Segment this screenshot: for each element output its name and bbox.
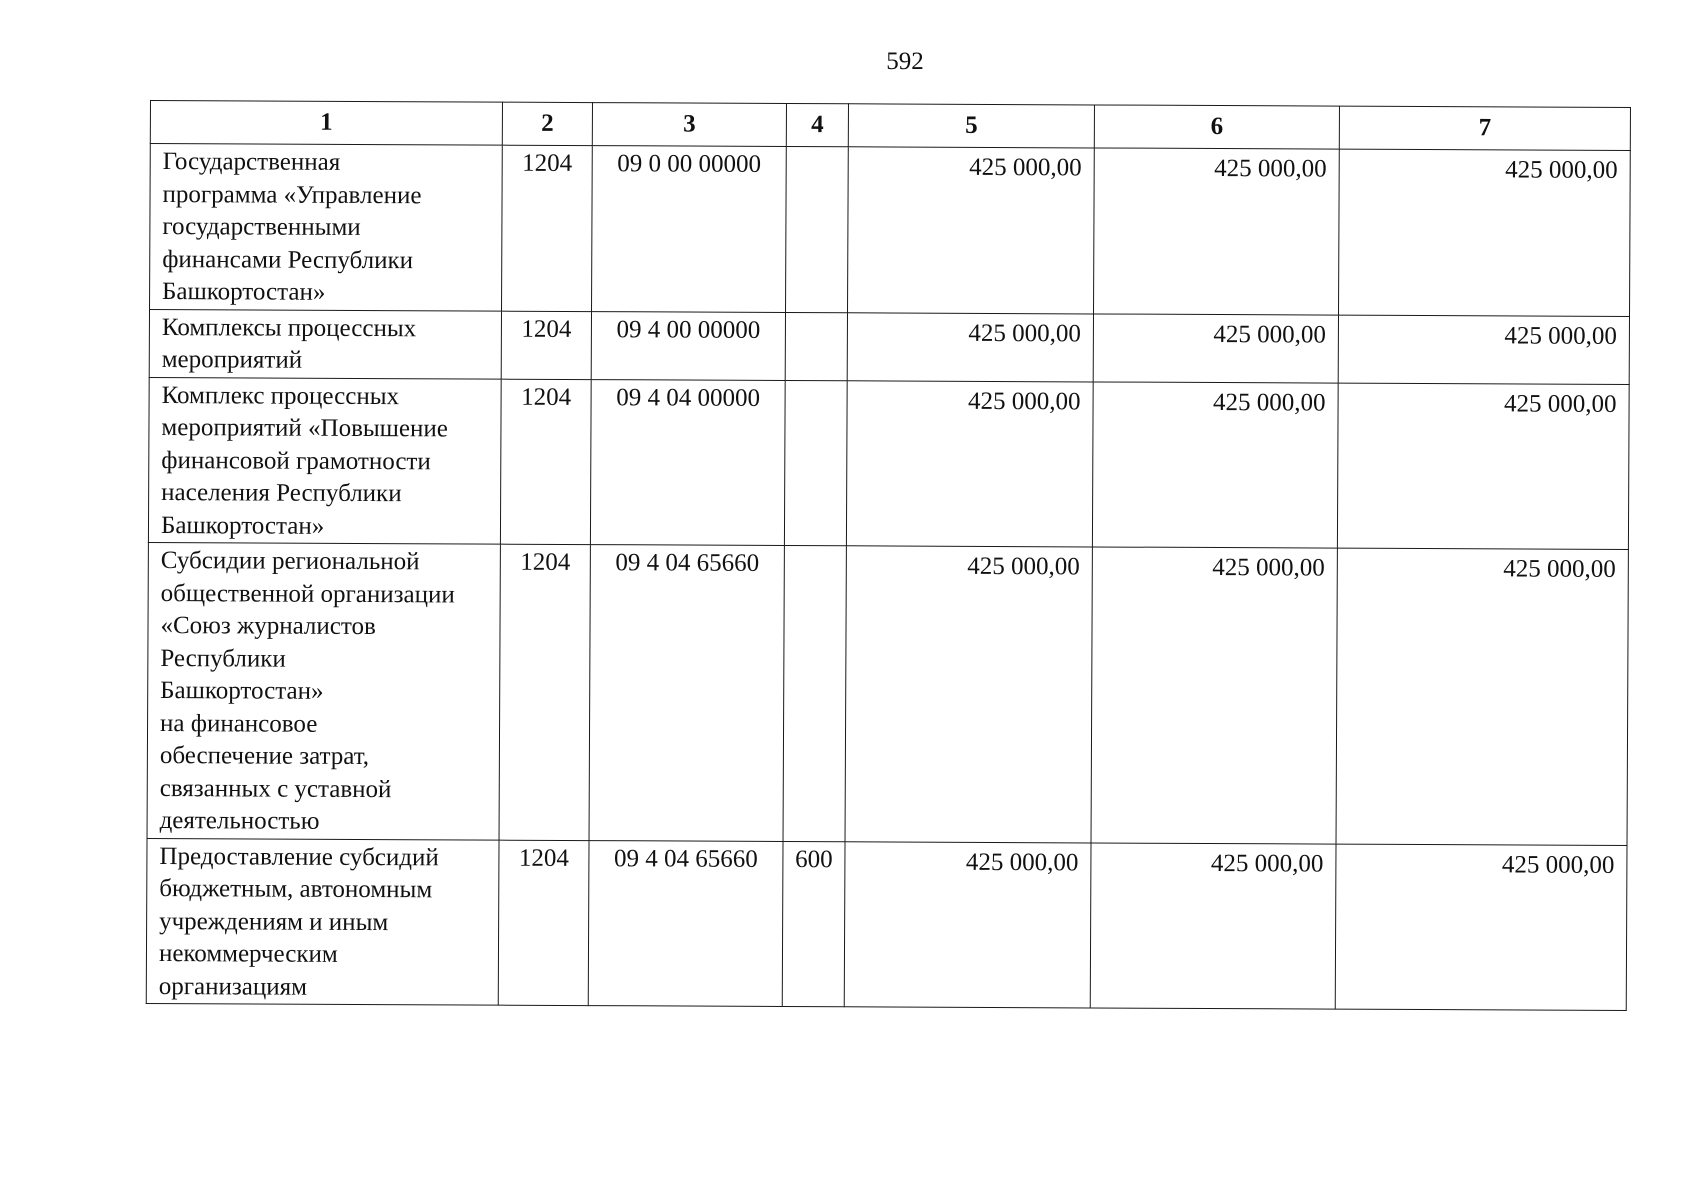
target-code-cell: 09 4 04 00000 xyxy=(590,379,785,545)
amount-7-cell: 425 000,00 xyxy=(1339,149,1631,316)
row-name-cell xyxy=(146,838,499,1005)
amount-5-cell: 425 000,00 xyxy=(848,147,1095,314)
expense-type-cell xyxy=(783,545,846,841)
amount-7-cell: 425 000,00 xyxy=(1335,844,1627,1011)
row-name-line: государственными xyxy=(162,213,361,241)
expense-type-cell xyxy=(784,380,847,546)
amount-5-cell: 425 000,00 xyxy=(846,380,1093,547)
row-name-cell xyxy=(148,377,501,544)
row-name-cell xyxy=(147,542,500,839)
section-code-cell: 1204 xyxy=(500,379,591,545)
column-header-1: 1 xyxy=(150,101,502,146)
expense-type-cell: 600 xyxy=(782,841,845,1007)
section-code-cell: 1204 xyxy=(501,311,591,379)
row-name-line: Башкортостан» xyxy=(160,677,324,705)
page-number: 592 xyxy=(886,48,924,75)
row-name-line: Республики xyxy=(160,644,286,673)
row-name-line: Предоставление субсидий xyxy=(159,842,439,871)
row-name-line: организациям xyxy=(158,972,308,1001)
amount-5-cell: 425 000,00 xyxy=(847,312,1093,381)
target-code-cell: 09 4 04 65660 xyxy=(589,545,784,841)
header-row xyxy=(150,101,1630,151)
row-name-line: «Союз журналистов xyxy=(160,612,376,641)
expense-type-cell xyxy=(785,312,847,380)
row-name-line: учреждениям и иным xyxy=(159,907,389,936)
row-name-line: мероприятий xyxy=(161,346,303,374)
row-name-line: на финансовое xyxy=(160,709,318,738)
row-name-cell xyxy=(150,144,503,311)
table-row xyxy=(147,542,1628,844)
amount-7-cell: 425 000,00 xyxy=(1337,383,1629,550)
column-header-5: 5 xyxy=(848,104,1094,148)
budget-table xyxy=(146,100,1631,1011)
target-code-cell: 09 0 00 00000 xyxy=(592,146,787,312)
row-name-line: связанных с уставной xyxy=(159,774,392,803)
column-header-2: 2 xyxy=(502,102,592,145)
row-name-line: программа «Управление xyxy=(162,180,422,209)
row-name-cell xyxy=(149,309,501,379)
amount-6-cell: 425 000,00 xyxy=(1094,148,1340,315)
table-row xyxy=(149,309,1629,384)
amount-5-cell: 425 000,00 xyxy=(844,841,1091,1008)
row-name-line: бюджетным, автономным xyxy=(159,875,433,904)
column-header-6: 6 xyxy=(1094,105,1339,149)
row-name-line: финансами Республики xyxy=(162,245,414,274)
row-name-line: населения Республики xyxy=(161,479,402,508)
section-code-cell: 1204 xyxy=(499,544,590,840)
expense-type-cell xyxy=(786,146,849,312)
row-name-line: Комплекс процессных xyxy=(161,381,400,410)
target-code-cell: 09 4 00 00000 xyxy=(591,311,785,380)
row-name-line: Башкортостан» xyxy=(162,278,326,306)
amount-6-cell: 425 000,00 xyxy=(1092,381,1338,548)
amount-6-cell: 425 000,00 xyxy=(1091,547,1337,844)
table-row xyxy=(150,144,1631,316)
table-row xyxy=(146,838,1627,1010)
amount-6-cell: 425 000,00 xyxy=(1093,313,1338,382)
amount-7-cell: 425 000,00 xyxy=(1336,548,1628,845)
section-code-cell: 1204 xyxy=(502,145,593,311)
column-header-7: 7 xyxy=(1339,106,1630,150)
row-name-line: Государственная xyxy=(162,148,341,176)
amount-7-cell: 425 000,00 xyxy=(1338,315,1629,384)
column-header-3: 3 xyxy=(592,103,786,147)
row-name-line: обеспечение затрат, xyxy=(159,742,370,771)
column-header-4: 4 xyxy=(786,103,848,146)
table-row xyxy=(148,377,1629,549)
row-name-line: деятельностью xyxy=(159,807,320,835)
row-name-line: Башкортостан» xyxy=(160,511,325,540)
row-name-line: Комплексы процессных xyxy=(161,313,417,342)
row-name-line: мероприятий «Повышение xyxy=(161,414,448,443)
amount-5-cell: 425 000,00 xyxy=(845,546,1092,843)
row-name-line: финансовой грамотности xyxy=(161,446,431,475)
row-name-line: некоммерческим xyxy=(158,940,338,968)
target-code-cell: 09 4 04 65660 xyxy=(588,840,783,1006)
amount-6-cell: 425 000,00 xyxy=(1090,842,1336,1009)
row-name-line: Субсидии региональной xyxy=(160,547,420,576)
row-name-line: общественной организации xyxy=(160,579,455,608)
section-code-cell: 1204 xyxy=(498,840,589,1006)
